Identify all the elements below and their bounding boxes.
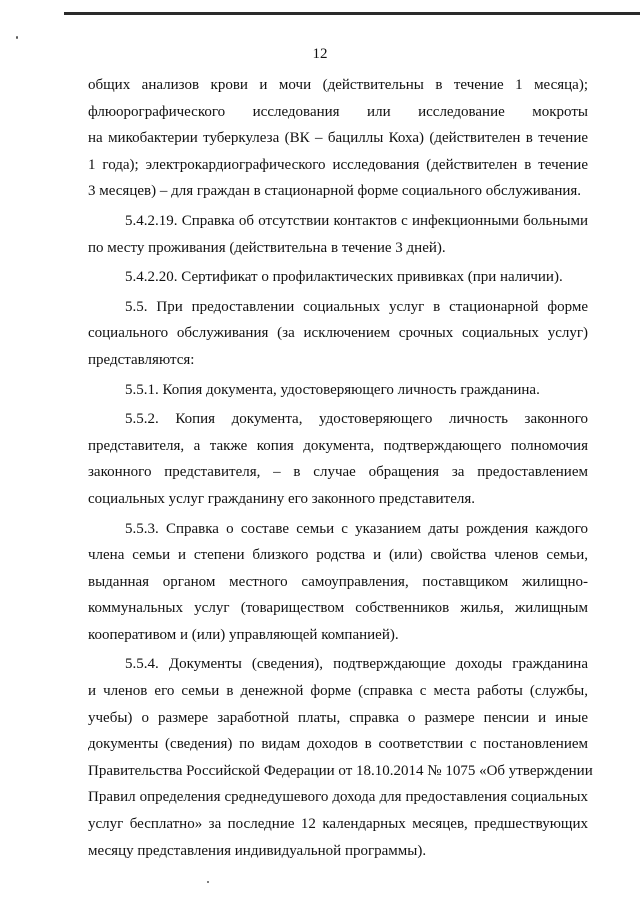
text-line: Правительства Российской Федерации от 18.10.2014 № 1075 «Об утверждении — [88, 762, 593, 779]
text-line: 5.5. При предоставлении социальных услуг в стационарной форме — [125, 298, 588, 315]
text-line: коммунальных услуг (товариществом собственников жилья, жилищным — [88, 600, 588, 617]
text-line: социального обслуживания (за исключением срочных социальных услуг) — [88, 325, 588, 342]
text-line: общих анализов крови и мочи (действительны в течение 1 месяца); — [88, 77, 588, 93]
text-line: учебы) о размере заработной платы, справка о размере пенсии и иные — [88, 709, 588, 726]
text-line: выданная органом местного самоуправления, поставщиком жилищно- — [88, 573, 588, 590]
text-line: представляются: — [88, 351, 195, 368]
text-line: 1 года); электрокардиографического исследования (действителен в течение — [88, 156, 588, 173]
text-line: 5.4.2.19. Справка об отсутствии контактов с инфекционными больными — [125, 212, 588, 229]
text-line: социальных услуг гражданину его законного представителя. — [88, 490, 476, 507]
scan-speck — [16, 36, 18, 39]
document-body — [88, 72, 593, 864]
text-line: месяцу представления индивидуальной программы). — [88, 842, 427, 859]
text-line: документы (сведения) по видам доходов в соответствии с постановлением — [88, 736, 588, 753]
top-rule — [64, 12, 640, 15]
text-line: и членов его семьи в денежной форме (справка с места работы (службы, — [88, 683, 588, 700]
text-line: услуг бесплатно» за последние 12 календарных месяцев, предшествующих — [88, 816, 588, 833]
text-line: законного представителя, – в случае обращения за предоставлением — [88, 464, 588, 481]
page-number: 12 — [312, 46, 328, 62]
text-line: на микобактерии туберкулеза (ВК – бациллы Коха) (действителен в течение — [88, 130, 588, 147]
text-line: флюорографического исследования или исследование мокроты — [88, 103, 588, 120]
text-line: 3 месяцев) – для граждан в стационарной форме социального обслуживания. — [88, 183, 582, 200]
text-line: 5.5.2. Копия документа, удостоверяющего личность законного — [125, 411, 588, 428]
text-line: 5.5.4. Документы (сведения), подтверждающие доходы гражданина — [125, 656, 588, 673]
text-line: кооперативом и (или) управляющей компанией). — [88, 626, 399, 643]
text-line: члена семьи и степени близкого родства и (или) свойства членов семьи, — [88, 547, 588, 564]
text-line: по месту проживания (действительна в течение 3 дней). — [88, 239, 446, 256]
scan-speck — [207, 881, 209, 883]
text-line: 5.5.1. Копия документа, удостоверяющего личность гражданина. — [125, 381, 540, 398]
text-line: 5.4.2.20. Сертификат о профилактических прививках (при наличии). — [125, 269, 563, 286]
text-line: Правил определения среднедушевого дохода для предоставления социальных — [88, 789, 588, 806]
text-line: представителя, а также копия документа, подтверждающего полномочия — [88, 437, 588, 454]
text-line: 5.5.3. Справка о составе семьи с указанием даты рождения каждого — [125, 520, 588, 537]
